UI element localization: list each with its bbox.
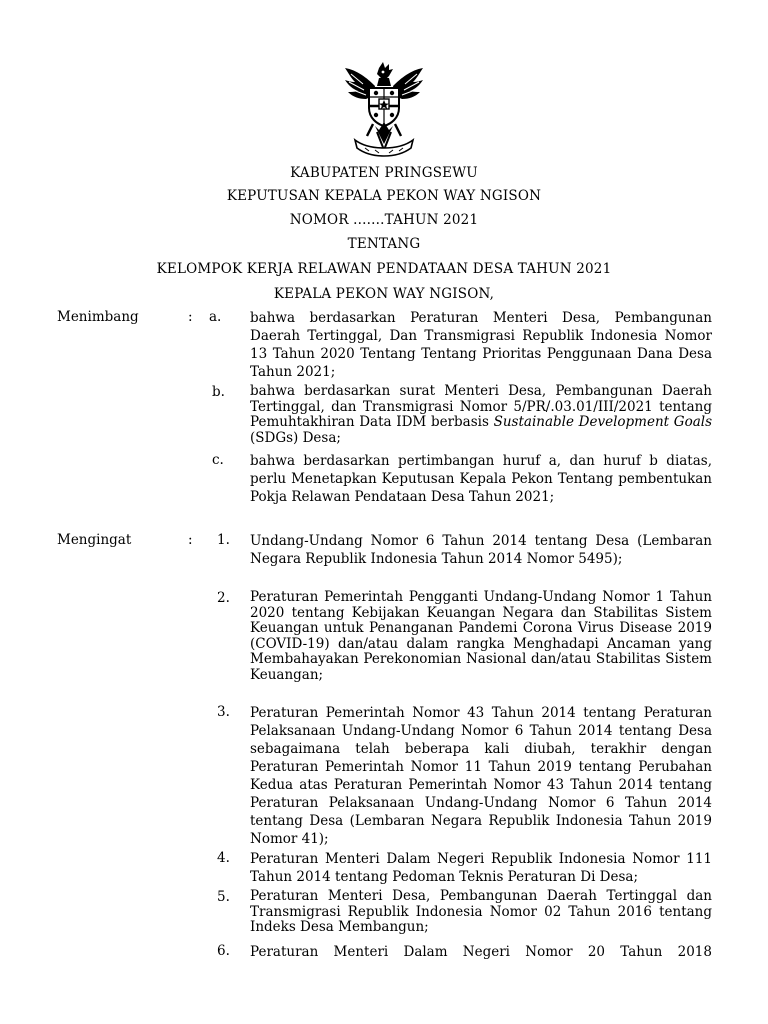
consideration-marker: a.: [209, 309, 222, 325]
mengingat-label: Mengingat: [57, 532, 132, 548]
legal-basis-marker: 3.: [217, 704, 230, 720]
legal-basis-item: Peraturan Menteri Desa, Pembangunan Daerah Tertinggal dan Transmigrasi Republik Indonesia Nomor 02 Tahun 2016 tentang Indeks Desa Membangun;: [250, 888, 712, 935]
legal-basis-marker: 5.: [217, 889, 230, 905]
decree-title: KEPUTUSAN KEPALA PEKON WAY NGISON: [226, 188, 542, 204]
consideration-marker: c.: [212, 452, 224, 468]
issuer-title: KEPALA PEKON WAY NGISON,: [273, 286, 495, 302]
consideration-item: bahwa berdasarkan pertimbangan huruf a, dan huruf b diatas, perlu Menetapkan Keputusan Kepala Pekon Tentang pembentukan Pokja Relawan Pendataan Desa Tahun 2021;: [250, 453, 712, 505]
sdg-term: Sustainable Development Goals: [493, 414, 712, 430]
legal-basis-item: Peraturan Menteri Dalam Negeri Nomor 20 Tahun 2018: [250, 944, 712, 960]
decree-number: NOMOR .......TAHUN 2021: [289, 212, 479, 228]
legal-basis-marker: 2.: [217, 590, 230, 606]
legal-basis-item: Undang-Undang Nomor 6 Tahun 2014 tentang Desa (Lembaran Negara Republik Indonesia Tahun 2014 Nomor 5495);: [250, 533, 712, 567]
legal-basis-marker: 4.: [217, 850, 230, 866]
region-title: KABUPATEN PRINGSEWU: [290, 165, 478, 181]
legal-basis-item: Peraturan Pemerintah Nomor 43 Tahun 2014 tentang Peraturan Pelaksanaan Undang-Undang Nomor 6 Tahun 2014 tentang Desa sebagaimana telah beberapa kali diubah, terakhir dengan Peraturan Pemerintah Nomor 11 Tahun 2019 tentang Perubahan Kedua atas Peraturan Pemerintah Nomor 43 Tahun 2014 tentang Peraturan Pelaksanaan Undang-Undang Nomor 6 Tahun 2014 tentang Desa (Lembaran Negara Republik Indonesia Tahun 2019 Nomor 41);: [250, 705, 712, 847]
mengingat-colon: :: [188, 532, 193, 548]
consideration-item: bahwa berdasarkan Peraturan Menteri Desa, Pembangunan Daerah Tertinggal, Dan Transmigrasi Republik Indonesia Nomor 13 Tahun 2020 Tentang Tentang Prioritas Penggunaan Dana Desa Tahun 2021;: [250, 310, 712, 380]
consideration-marker: b.: [212, 384, 225, 400]
menimbang-colon: :: [188, 309, 193, 325]
garuda-emblem-icon: [339, 60, 429, 160]
legal-basis-item: Peraturan Pemerintah Pengganti Undang-Undang Nomor 1 Tahun 2020 tentang Kebijakan Keuangan Negara dan Stabilitas Sistem Keuangan untuk Penanganan Pandemi Corona Virus Disease 2019 (COVID-19) dan/atau dalam rangka Menghadapi Ancaman yang Membahayakan Perekonomian Nasional dan/atau Stabilitas Sistem Keuangan;: [250, 589, 712, 683]
decree-subject: KELOMPOK KERJA RELAWAN PENDATAAN DESA TAHUN 2021: [156, 261, 612, 277]
legal-basis-item: Peraturan Menteri Dalam Negeri Republik Indonesia Nomor 111 Tahun 2014 tentang Pedoman Teknis Peraturan Di Desa;: [250, 851, 712, 885]
legal-basis-marker: 1.: [217, 532, 230, 548]
legal-basis-marker: 6.: [217, 943, 230, 959]
consideration-item: bahwa berdasarkan surat Menteri Desa, Pembangunan Daerah Tertinggal, dan Transmigrasi Nomor 5/PR/.03.01/III/2021 tentang Pemuhtakhiran Data IDM berbasis Sustainable Development Goals (SDGs) Desa;: [250, 383, 712, 446]
menimbang-label: Menimbang: [57, 309, 139, 325]
about-heading: TENTANG: [347, 236, 421, 252]
